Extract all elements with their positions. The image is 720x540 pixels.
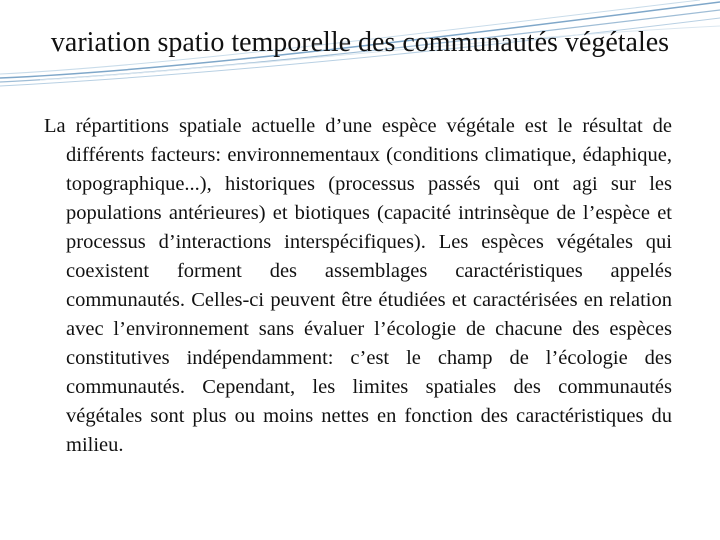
slide-title: variation spatio temporelle des communautés végétales xyxy=(50,27,670,58)
body-paragraph: La répartitions spatiale actuelle d’une espèce végétale est le résultat de différents facteurs: environnementaux (conditions climatique, édaphique, topographique...), historiques (processus passés qui ont agi sur les populations antérieures) et biotiques (capacité intrinsèque de l’espèce et processus d’interactions interspécifiques). Les espèces végétales qui coexistent forment des assemblages caractéristiques appelés communautés. Celles-ci peuvent être étudiées et caractérisées en relation avec l’environnement sans évaluer l’écologie de chacune des espèces constitutives indépendamment: c’est le champ de l’écologie des communautés. Cependant, les limites spatiales des communautés végétales sont plus ou moins nettes en fonction des caractéristiques du milieu. xyxy=(44,115,672,456)
